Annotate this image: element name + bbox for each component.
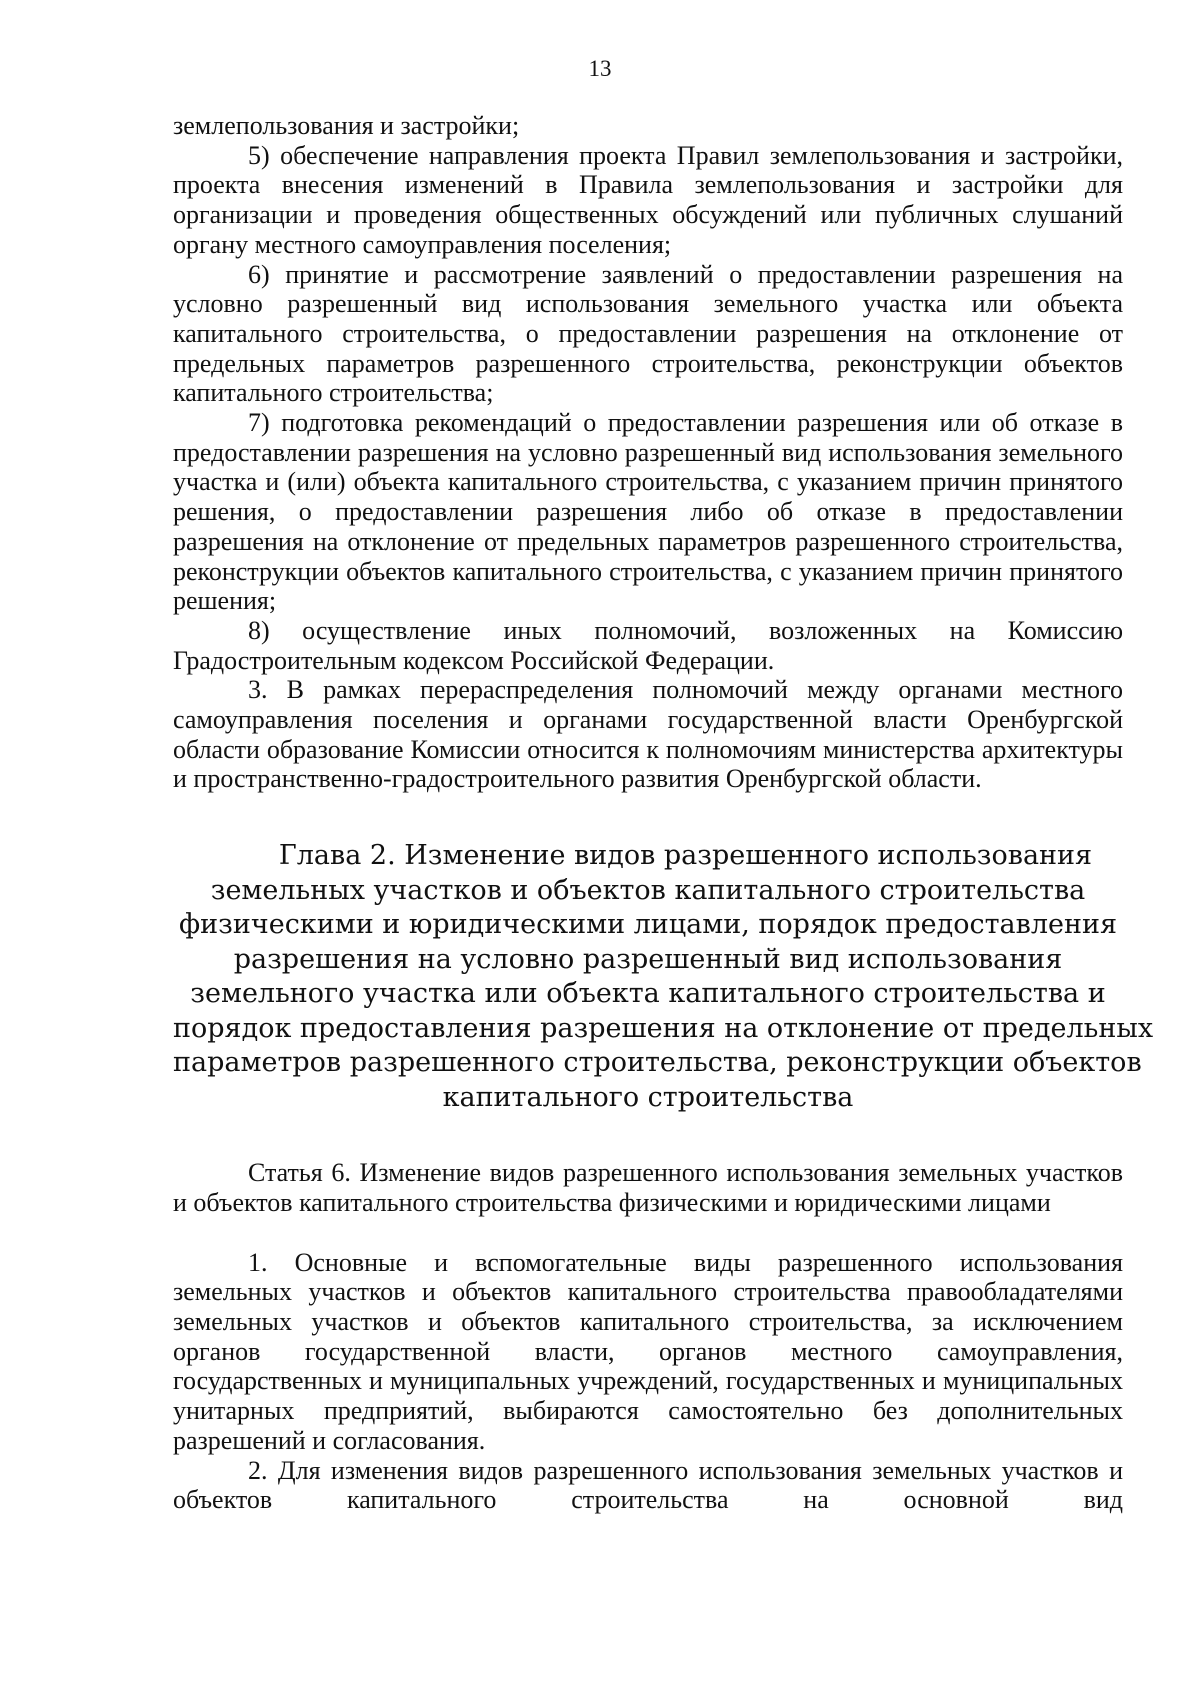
- chapter-title-line: Глава 2. Изменение видов разрешенного использования: [278, 840, 1093, 872]
- article-title: Статья 6. Изменение видов разрешенного использования земельных участков и объектов капитального строительства физическими и юридическими лицами: [173, 1158, 1123, 1217]
- list-item-8: 8) осуществление иных полномочий, возложенных на Комиссию Градостроительным кодексом Российской Федерации.: [173, 615, 1123, 675]
- chapter-title-line: разрешения на условно разрешенный вид использования: [233, 943, 1063, 975]
- chapter-title-line: земельных участков и объектов капитального строительства: [210, 874, 1086, 906]
- chapter-title-line: параметров разрешенного строительства, реконструкции объектов: [173, 1047, 1142, 1079]
- chapter-title-line: земельного участка или объекта капитального строительства и: [190, 978, 1106, 1010]
- article-paragraph-2: 2. Для изменения видов разрешенного использования земельных участков и объектов капитального строительства на основной вид: [173, 1455, 1123, 1515]
- list-item-6: 6) принятие и рассмотрение заявлений о предоставлении разрешения на условно разрешенный вид использования земельного участка или объекта капитального строительства, о предоставлении разрешения на отклонение от предельных параметров разрешенного строительства, реконструкции объектов капитального строительства;: [173, 259, 1123, 408]
- document-body: [173, 111, 1154, 1515]
- article-paragraph-1: 1. Основные и вспомогательные виды разрешенного использования земельных участков и объектов капитального строительства правообладателями земельных участков и объектов капитального строительства, за исключением органов государственной власти, органов местного самоуправления, государственных и муниципальных учреждений, государственных и муниципальных унитарных предприятий, выбираются самостоятельно без дополнительных разрешений и согласования.: [173, 1247, 1123, 1455]
- chapter-title-line: физическими и юридическими лицами, порядок предоставления: [179, 909, 1117, 941]
- page-number: 13: [588, 56, 612, 81]
- chapter-title-line: капитального строительства: [442, 1081, 854, 1113]
- intro-fragment: землепользования и застройки;: [173, 111, 520, 140]
- list-item-5: 5) обеспечение направления проекта Правил землепользования и застройки, проекта внесения изменений в Правила землепользования и застройки для организации и проведения общественных обсуждений или публичных слушаний органу местного самоуправления поселения;: [173, 140, 1123, 259]
- paragraph-3: 3. В рамках перераспределения полномочий между органами местного самоуправления поселения и органами государственной власти Оренбургской области образование Комиссии относится к полномочиям министерства архитектуры и пространственно-градостроительного развития Оренбургской области.: [173, 675, 1123, 794]
- chapter-title-line: порядок предоставления разрешения на отклонение от предельных: [173, 1012, 1154, 1044]
- chapter-title: [173, 839, 1154, 1115]
- list-item-7: 7) подготовка рекомендаций о предоставлении разрешения или об отказе в предоставлении разрешения на условно разрешенный вид использования земельного участка и (или) объекта капитального строительства, с указанием причин принятого решения, о предоставлении разрешения либо об отказе в предоставлении разрешения на отклонение от предельных параметров разрешенного строительства, реконструкции объектов капитального строительства, с указанием причин принятого решения;: [173, 408, 1123, 616]
